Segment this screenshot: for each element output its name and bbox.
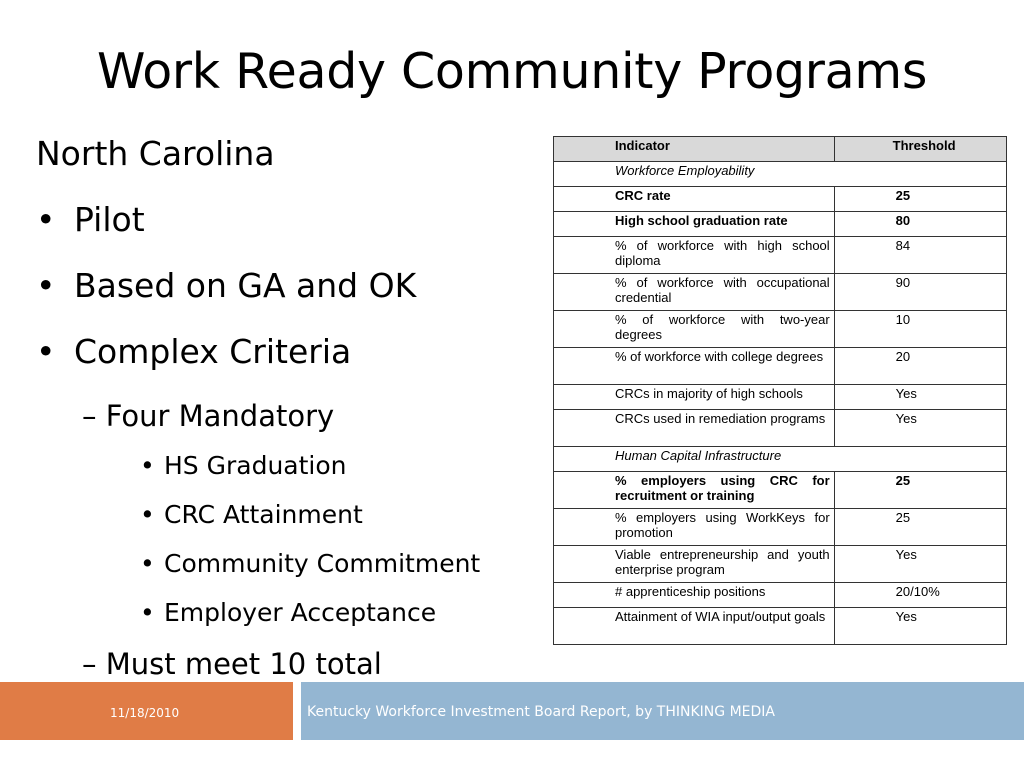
indicator-cell: % of workforce with high school diploma xyxy=(554,237,835,274)
indicator-cell: Viable entrepreneurship and youth enterprise program xyxy=(554,546,835,583)
table-header-row xyxy=(554,137,1007,162)
table-row xyxy=(554,187,1007,212)
indicator-cell: # apprenticeship positions xyxy=(554,583,835,608)
bullet-dot: • xyxy=(36,266,56,305)
bullet-dot: • xyxy=(36,200,56,239)
indicator-cell: % employers using CRC for recruitment or training xyxy=(554,472,835,509)
subbullet-text: Must meet 10 total xyxy=(105,647,382,681)
threshold-cell: 10 xyxy=(834,311,1006,348)
subsubbullet-hs-graduation xyxy=(36,446,536,495)
bullet-text: Pilot xyxy=(74,200,145,239)
subsubbullet-community-commitment xyxy=(36,544,536,593)
header-threshold: Threshold xyxy=(834,137,1006,162)
footer-date: 11/18/2010 xyxy=(110,706,180,720)
indicator-cell: CRCs used in remediation programs xyxy=(554,410,835,447)
threshold-cell: Yes xyxy=(834,546,1006,583)
subsubbullet-text: Community Commitment xyxy=(164,549,481,578)
bullet-text: Complex Criteria xyxy=(74,332,352,371)
subsubbullet-text: HS Graduation xyxy=(164,451,347,480)
table-row xyxy=(554,410,1007,447)
threshold-cell: 80 xyxy=(834,212,1006,237)
bullet-dot: • xyxy=(140,500,155,529)
indicator-cell: Attainment of WIA input/output goals xyxy=(554,608,835,645)
dash-glyph: – xyxy=(82,647,97,681)
bullet-heading: North Carolina xyxy=(36,134,275,173)
threshold-cell: 90 xyxy=(834,274,1006,311)
table-row xyxy=(554,472,1007,509)
table-row xyxy=(554,546,1007,583)
threshold-cell: 25 xyxy=(834,187,1006,212)
indicator-cell: % of workforce with two-year degrees xyxy=(554,311,835,348)
threshold-cell: 25 xyxy=(834,509,1006,546)
bullet-complex-criteria xyxy=(36,328,536,394)
section-label: Human Capital Infrastructure xyxy=(554,447,1007,472)
section-label: Workforce Employability xyxy=(554,162,1007,187)
threshold-cell: Yes xyxy=(834,385,1006,410)
bullet-dot: • xyxy=(140,598,155,627)
bullet-pilot xyxy=(36,196,536,262)
table-row xyxy=(554,509,1007,546)
threshold-cell: 20/10% xyxy=(834,583,1006,608)
indicator-cell: % employers using WorkKeys for promotion xyxy=(554,509,835,546)
indicator-table xyxy=(553,136,1007,645)
indicator-cell: % of workforce with college degrees xyxy=(554,348,835,385)
dash-glyph: – xyxy=(82,399,97,433)
section-row xyxy=(554,162,1007,187)
footer-separator xyxy=(293,682,301,740)
indicator-cell: High school graduation rate xyxy=(554,212,835,237)
section-row xyxy=(554,447,1007,472)
table-row xyxy=(554,385,1007,410)
bullet-dot: • xyxy=(140,549,155,578)
threshold-cell: 84 xyxy=(834,237,1006,274)
indicator-cell: CRC rate xyxy=(554,187,835,212)
table-row xyxy=(554,608,1007,645)
indicator-cell: % of workforce with occupational credential xyxy=(554,274,835,311)
slide-title: Work Ready Community Programs xyxy=(96,43,928,100)
threshold-cell: 20 xyxy=(834,348,1006,385)
table-row xyxy=(554,311,1007,348)
threshold-cell: 25 xyxy=(834,472,1006,509)
table-row xyxy=(554,348,1007,385)
subbullet-text: Four Mandatory xyxy=(105,399,335,433)
bullet-based-on xyxy=(36,262,536,328)
table-row xyxy=(554,274,1007,311)
bullet-text: Based on GA and OK xyxy=(74,266,417,305)
indicator-cell: CRCs in majority of high schools xyxy=(554,385,835,410)
footer-text: Kentucky Workforce Investment Board Report, by THINKING MEDIA xyxy=(307,704,775,720)
subsubbullet-employer-acceptance xyxy=(36,593,536,642)
header-indicator: Indicator xyxy=(554,137,835,162)
table-row xyxy=(554,212,1007,237)
bullet-dot: • xyxy=(140,451,155,480)
bullet-dot: • xyxy=(36,332,56,371)
subsubbullet-text: CRC Attainment xyxy=(164,500,363,529)
table-row xyxy=(554,237,1007,274)
bullet-list xyxy=(36,130,536,694)
threshold-cell: Yes xyxy=(834,608,1006,645)
subbullet-four-mandatory xyxy=(36,394,536,446)
threshold-cell: Yes xyxy=(834,410,1006,447)
subsubbullet-crc-attainment xyxy=(36,495,536,544)
subsubbullet-text: Employer Acceptance xyxy=(164,598,437,627)
table-row xyxy=(554,583,1007,608)
